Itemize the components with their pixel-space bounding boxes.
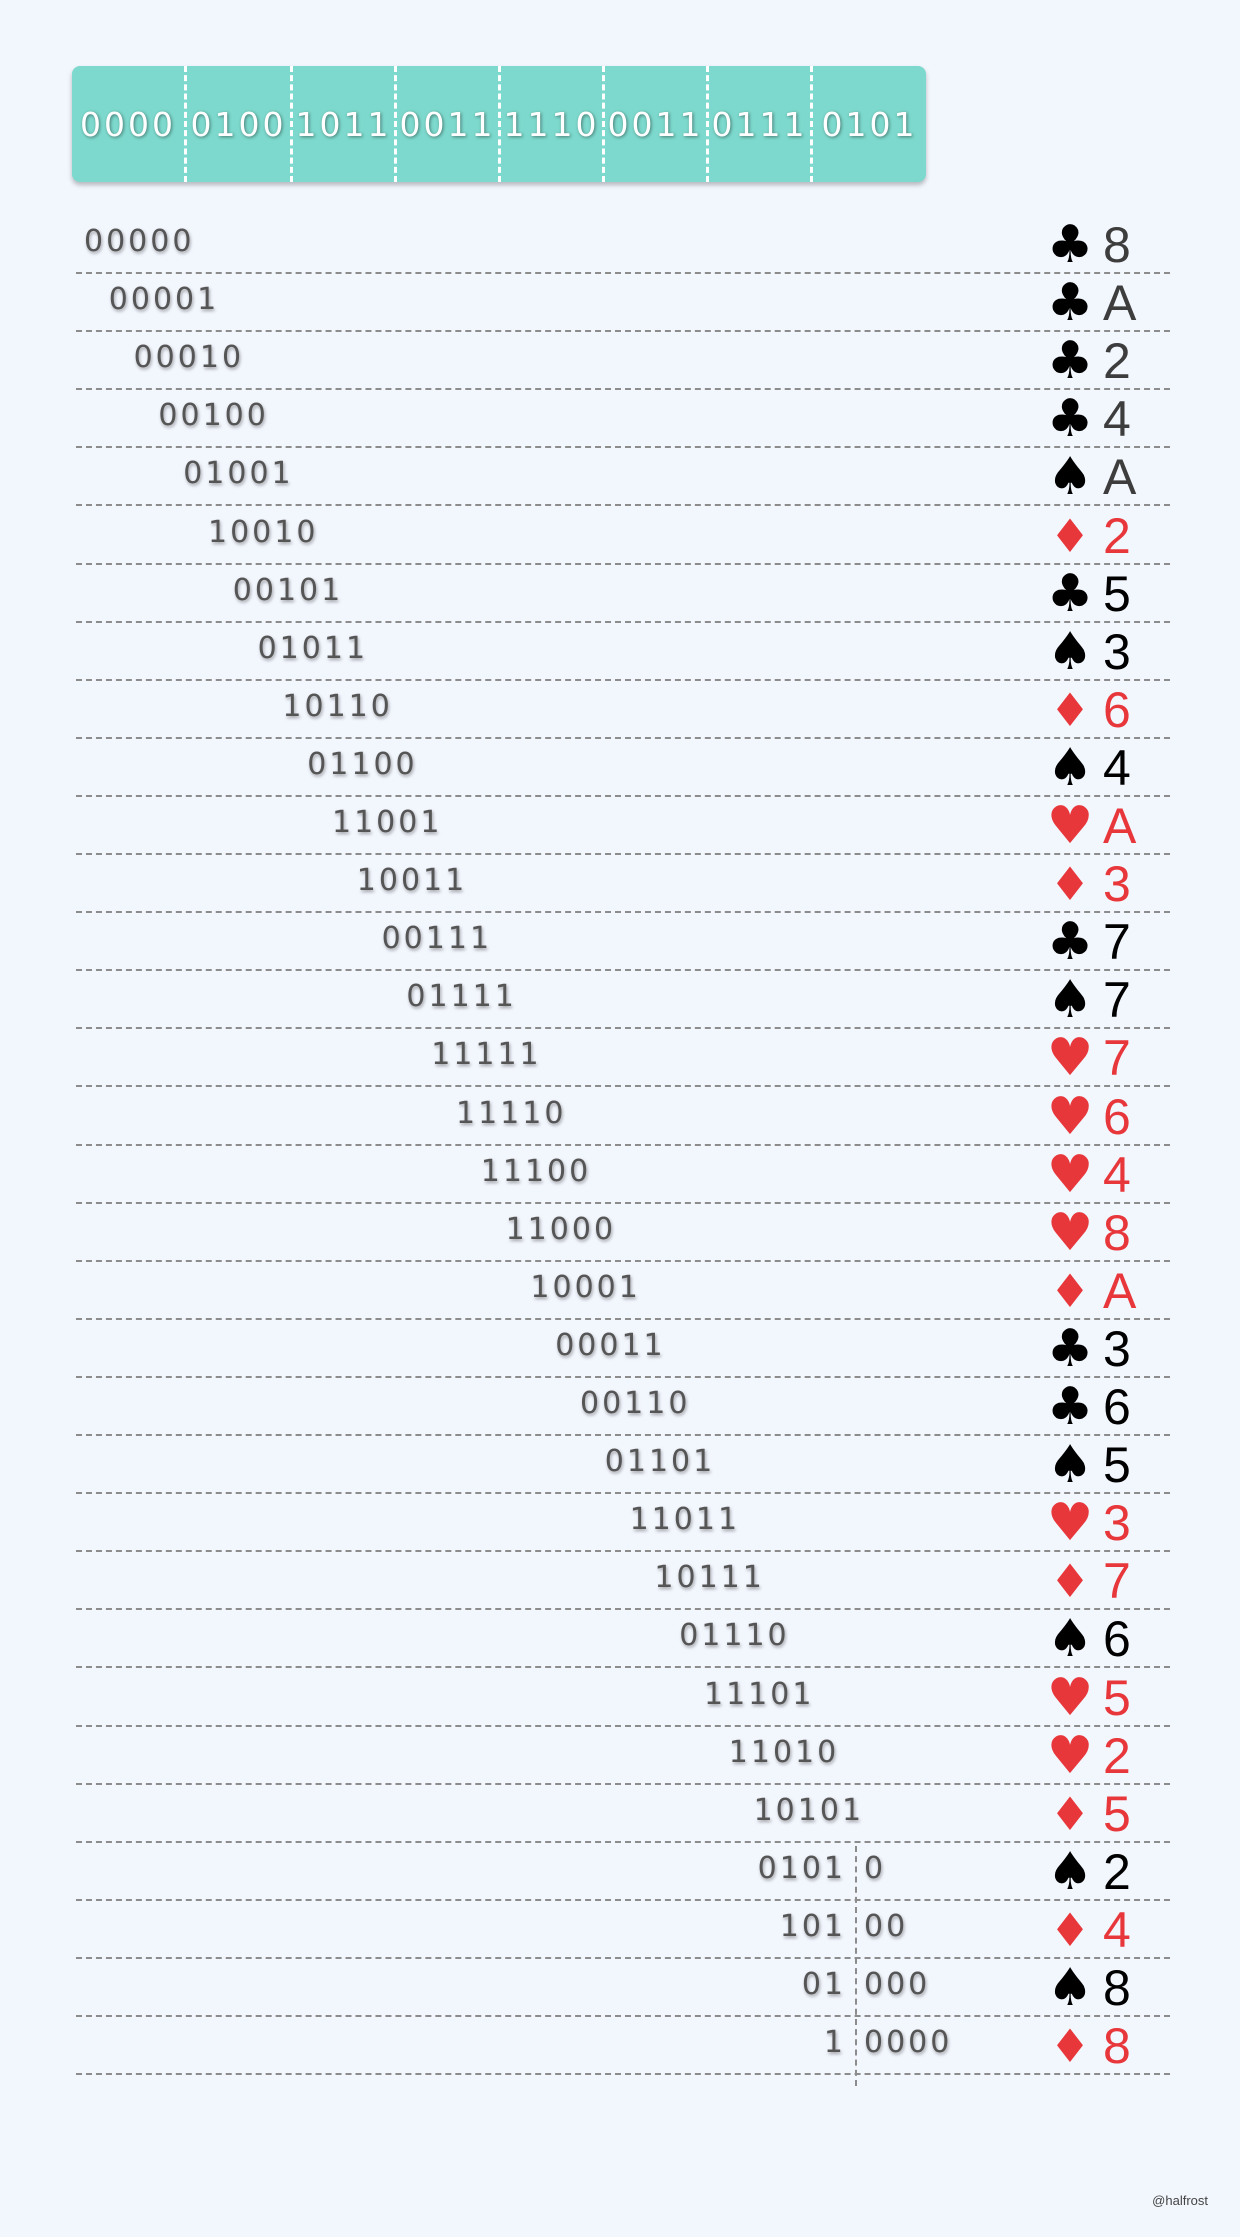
table-row	[0, 332, 1240, 390]
bit-window: 11100	[480, 1153, 592, 1189]
table-row	[0, 1029, 1240, 1087]
diamonds-icon: ♦	[1049, 2019, 1091, 2074]
card-rank: 7	[1103, 1553, 1131, 1610]
author-credit: @halfrost	[1152, 2193, 1208, 2208]
hearts-icon: ♥	[1046, 1725, 1094, 1786]
card-rank: 4	[1103, 1146, 1131, 1203]
card-rank: 2	[1103, 507, 1131, 564]
card-rank: A	[1103, 798, 1137, 854]
card-rank: 7	[1103, 972, 1131, 1029]
bit-window: 01111	[406, 979, 517, 1015]
bit-window: 00101	[232, 572, 344, 608]
table-row	[0, 1727, 1240, 1785]
table-row	[0, 855, 1240, 913]
card-rank: 3	[1103, 856, 1131, 913]
bit-window: 01100	[307, 746, 418, 782]
card-rank: 5	[1103, 1785, 1131, 1842]
bit-window: 11001	[332, 805, 443, 840]
bit-window: 10001	[530, 1269, 641, 1305]
card-rank: 2	[1103, 1727, 1131, 1784]
bit-window: 101	[779, 1908, 846, 1944]
bit-window: 00010	[133, 340, 245, 376]
bit-window: 11010	[728, 1734, 840, 1770]
card-rank: 6	[1103, 1379, 1131, 1435]
table-row	[0, 507, 1240, 565]
hearts-icon: ♥	[1046, 1144, 1094, 1205]
card-rank: 7	[1103, 1030, 1131, 1087]
bit-window: 00011	[555, 1327, 666, 1363]
diamonds-icon: ♦	[1049, 1263, 1091, 1318]
card-rank: 8	[1103, 1960, 1131, 2016]
clubs-icon: ♣	[1046, 1377, 1094, 1437]
table-row	[0, 1843, 1240, 1901]
bit-window: 10011	[356, 863, 468, 899]
card-rank: 8	[1103, 1204, 1131, 1261]
diamonds-icon: ♦	[1049, 682, 1091, 737]
table-row	[0, 1552, 1240, 1610]
table-row	[0, 216, 1240, 274]
bit-window: 00110	[580, 1386, 691, 1421]
spades-icon: ♠	[1046, 621, 1094, 682]
card-rank: 4	[1103, 391, 1131, 448]
card-rank: 3	[1103, 1495, 1131, 1552]
table-row	[0, 681, 1240, 739]
card-rank: 2	[1103, 1843, 1131, 1900]
bit-window: 10111	[654, 1560, 765, 1596]
hearts-icon: ♥	[1046, 1086, 1094, 1147]
card-rank: 8	[1103, 217, 1131, 273]
table-row	[0, 1088, 1240, 1146]
bit-window: 01110	[679, 1618, 790, 1654]
table-row	[0, 1146, 1240, 1204]
split-divider	[855, 1846, 857, 2086]
bit-window: 11111	[431, 1037, 542, 1073]
bit-window: 00111	[381, 921, 493, 957]
table-row	[0, 274, 1240, 332]
bit-window: 00001	[108, 282, 220, 318]
spades-icon: ♠	[1046, 1609, 1094, 1670]
clubs-icon: ♣	[1046, 331, 1094, 392]
card-rank: 4	[1103, 739, 1131, 796]
hearts-icon: ♥	[1046, 1028, 1094, 1089]
card-rank: A	[1103, 275, 1137, 332]
card-rank: 5	[1103, 1669, 1131, 1726]
bit-window-wrap: 0	[864, 1850, 887, 1886]
bit-window-wrap: 0000	[864, 2025, 953, 2061]
table-row	[0, 565, 1240, 623]
diamonds-icon: ♦	[1049, 1786, 1091, 1841]
hearts-icon: ♥	[1046, 796, 1094, 856]
spades-icon: ♠	[1046, 970, 1094, 1031]
banner-segment: 0011	[394, 66, 498, 182]
banner-segment: 1110	[498, 66, 602, 182]
banner-segment: 1011	[290, 66, 394, 182]
diamonds-icon: ♦	[1049, 508, 1091, 563]
bit-window-wrap: 000	[864, 1967, 931, 2002]
bit-window: 10010	[208, 514, 319, 550]
table-row	[0, 971, 1240, 1029]
card-rank: 3	[1103, 1320, 1131, 1377]
bit-window: 10110	[282, 688, 393, 724]
table-row	[0, 1610, 1240, 1668]
table-row	[0, 1436, 1240, 1494]
table-row	[0, 1494, 1240, 1552]
table-row	[0, 1669, 1240, 1727]
table-row	[0, 1204, 1240, 1262]
card-rank: A	[1103, 1262, 1137, 1319]
bit-window: 11101	[704, 1676, 815, 1712]
clubs-icon: ♣	[1046, 912, 1094, 973]
table-row	[0, 390, 1240, 448]
spades-icon: ♠	[1046, 447, 1094, 508]
table-row	[0, 1959, 1240, 2017]
table-row	[0, 739, 1240, 797]
bit-window: 01011	[257, 630, 369, 666]
card-rank: 6	[1103, 1611, 1131, 1668]
banner-segment: 0000	[80, 104, 176, 144]
bit-window: 1	[823, 2025, 846, 2061]
card-rank: 5	[1103, 565, 1131, 622]
clubs-icon: ♣	[1046, 215, 1094, 275]
table-row	[0, 2017, 1240, 2075]
bit-window: 01101	[604, 1444, 716, 1480]
banner-segment: 0111	[706, 66, 810, 182]
table-row	[0, 448, 1240, 506]
bit-window: 10101	[753, 1792, 865, 1828]
bit-window: 11000	[505, 1211, 617, 1247]
spades-icon: ♠	[1046, 1435, 1094, 1496]
row-divider	[76, 2073, 1170, 2075]
spades-icon: ♠	[1046, 1958, 1094, 2018]
hearts-icon: ♥	[1046, 1667, 1094, 1728]
card-rank: 7	[1103, 914, 1131, 971]
hearts-icon: ♥	[1046, 1493, 1094, 1554]
table-row	[0, 1901, 1240, 1959]
card-rank: A	[1103, 449, 1137, 506]
table-row	[0, 1262, 1240, 1320]
clubs-icon: ♣	[1046, 563, 1094, 624]
clubs-icon: ♣	[1046, 273, 1094, 334]
banner-segment: 0100	[184, 66, 290, 182]
bit-window: 11011	[629, 1502, 741, 1538]
card-rank: 2	[1103, 333, 1131, 390]
bit-window: 00100	[158, 398, 269, 434]
bit-window: 01	[801, 1967, 846, 2002]
clubs-icon: ♣	[1046, 389, 1094, 450]
spades-icon: ♠	[1046, 737, 1094, 798]
clubs-icon: ♣	[1046, 1318, 1094, 1379]
card-rank: 5	[1103, 1437, 1131, 1494]
diamonds-icon: ♦	[1049, 1554, 1091, 1609]
card-rank: 8	[1103, 2018, 1131, 2075]
banner-segment: 0011	[602, 66, 706, 182]
bit-window: 01001	[183, 456, 294, 492]
bit-window-wrap: 00	[864, 1908, 909, 1944]
table-row	[0, 1785, 1240, 1843]
banner-segment: 0101	[810, 66, 926, 182]
bit-window: 0101	[757, 1850, 846, 1886]
hearts-icon: ♥	[1046, 1202, 1094, 1263]
table-row	[0, 1378, 1240, 1436]
spades-icon: ♠	[1046, 1841, 1094, 1902]
card-rank: 3	[1103, 623, 1131, 680]
table-row	[0, 1320, 1240, 1378]
table-row	[0, 797, 1240, 855]
bit-window: 00000	[84, 224, 195, 259]
bit-sequence-banner	[72, 66, 926, 182]
card-rank: 6	[1103, 1088, 1131, 1145]
diamonds-icon: ♦	[1049, 1902, 1091, 1957]
card-rank: 4	[1103, 1901, 1131, 1958]
table-row	[0, 623, 1240, 681]
diamonds-icon: ♦	[1049, 857, 1091, 912]
card-rank: 6	[1103, 681, 1131, 738]
bit-window: 11110	[456, 1095, 567, 1131]
table-row	[0, 913, 1240, 971]
